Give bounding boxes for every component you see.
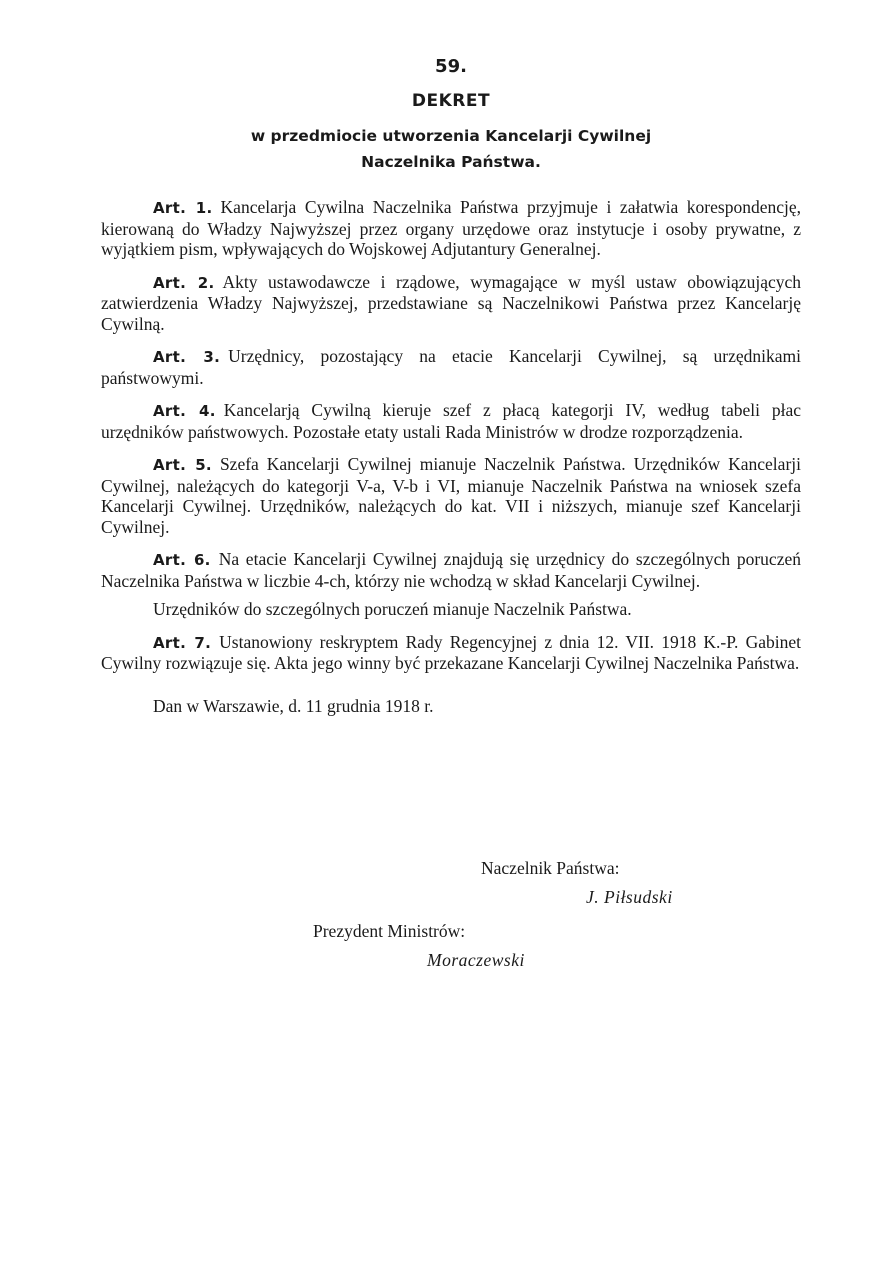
article-5 <box>101 454 801 537</box>
article-label: Art. 5. <box>153 456 212 474</box>
article-label: Art. 7. <box>153 633 212 652</box>
article-text: Kancelarją Cywilną kieruje szef z płacą kategorji IV, według tabeli płac urzędników państwowych. Pozostałe etaty ustali Rada Ministrów w drodze rozporządzenia. <box>101 400 801 442</box>
article-label: Art. 1. <box>153 199 213 217</box>
article-6-extra: Urzędników do szczególnych poruczeń mianuje Naczelnik Państwa. <box>153 599 632 619</box>
subtitle-line-2: Naczelnika Państwa. <box>361 153 541 171</box>
article-1 <box>101 197 801 260</box>
date-line: Dan w Warszawie, d. 11 grudnia 1918 r. <box>153 695 434 716</box>
pm-signature-title: Prezydent Ministrów: <box>313 921 466 941</box>
article-4 <box>101 400 801 442</box>
article-7 <box>101 632 801 674</box>
article-text: Na etacie Kancelarji Cywilnej znajdują się urzędnicy do szczególnych poruczeń Naczelnika Państwa w liczbie 4-ch, którzy nie wchodzą w skład Kancelarji Cywilnej. <box>101 549 801 591</box>
chief-signature-name: J. Piłsudski <box>586 887 673 907</box>
pm-signature-name: Moraczewski <box>427 950 525 970</box>
decree-title: DEKRET <box>411 91 491 111</box>
article-6 <box>101 549 801 591</box>
article-text: Szefa Kancelarji Cywilnej mianuje Naczelnik Państwa. Urzędników Kancelarji Cywilnej, należących do kategorji V-a, V-b i VI, mianuje Naczelnik Państwa na wniosek szefa Kancelarji Cywilnej. Urzędników, należących do kat. VII i niższych, mianuje szef Kancelarji Cywilnej. <box>101 454 801 537</box>
article-text: Akty ustawodawcze i rządowe, wymagające w myśl ustaw obowiązujących zatwierdzenia Władzy Najwyższej, przedstawiane są Naczelnikowi Państwa przez Kancelarję Cywilną. <box>101 271 801 334</box>
decree-subtitle <box>101 123 801 175</box>
article-text: Ustanowiony reskryptem Rady Regencyjnej z dnia 12. VII. 1918 K.-P. Gabinet Cywilny rozwiązuje się. Akta jego winny być przekazane Kancelarji Cywilnej Naczelnika Państwa. <box>101 631 801 673</box>
article-label: Art. 4. <box>153 402 216 420</box>
subtitle-line-1: w przedmiocie utworzenia Kancelarji Cywilnej <box>250 127 652 145</box>
decree-page <box>101 56 801 717</box>
article-label: Art. 3. <box>153 348 221 366</box>
chief-signature-title: Naczelnik Państwa: <box>481 858 620 878</box>
article-text: Kancelarja Cywilna Naczelnika Państwa przyjmuje i załatwia korespondencję, kierowaną do Władzy Najwyższej przez organy urzędowe oraz instytucje i osoby prywatne, z wyjątkiem pism, wpływających do Wojskowej Adjutantury Generalnej. <box>101 197 801 259</box>
article-label: Art. 2. <box>153 273 215 292</box>
article-text: Urzędnicy, pozostający na etacie Kancelarji Cywilnej, są urzędnikami państwowymi. <box>101 346 801 388</box>
article-2 <box>101 272 801 335</box>
article-3 <box>101 346 801 388</box>
decree-number: 59. <box>435 56 467 77</box>
article-label: Art. 6. <box>153 551 211 569</box>
